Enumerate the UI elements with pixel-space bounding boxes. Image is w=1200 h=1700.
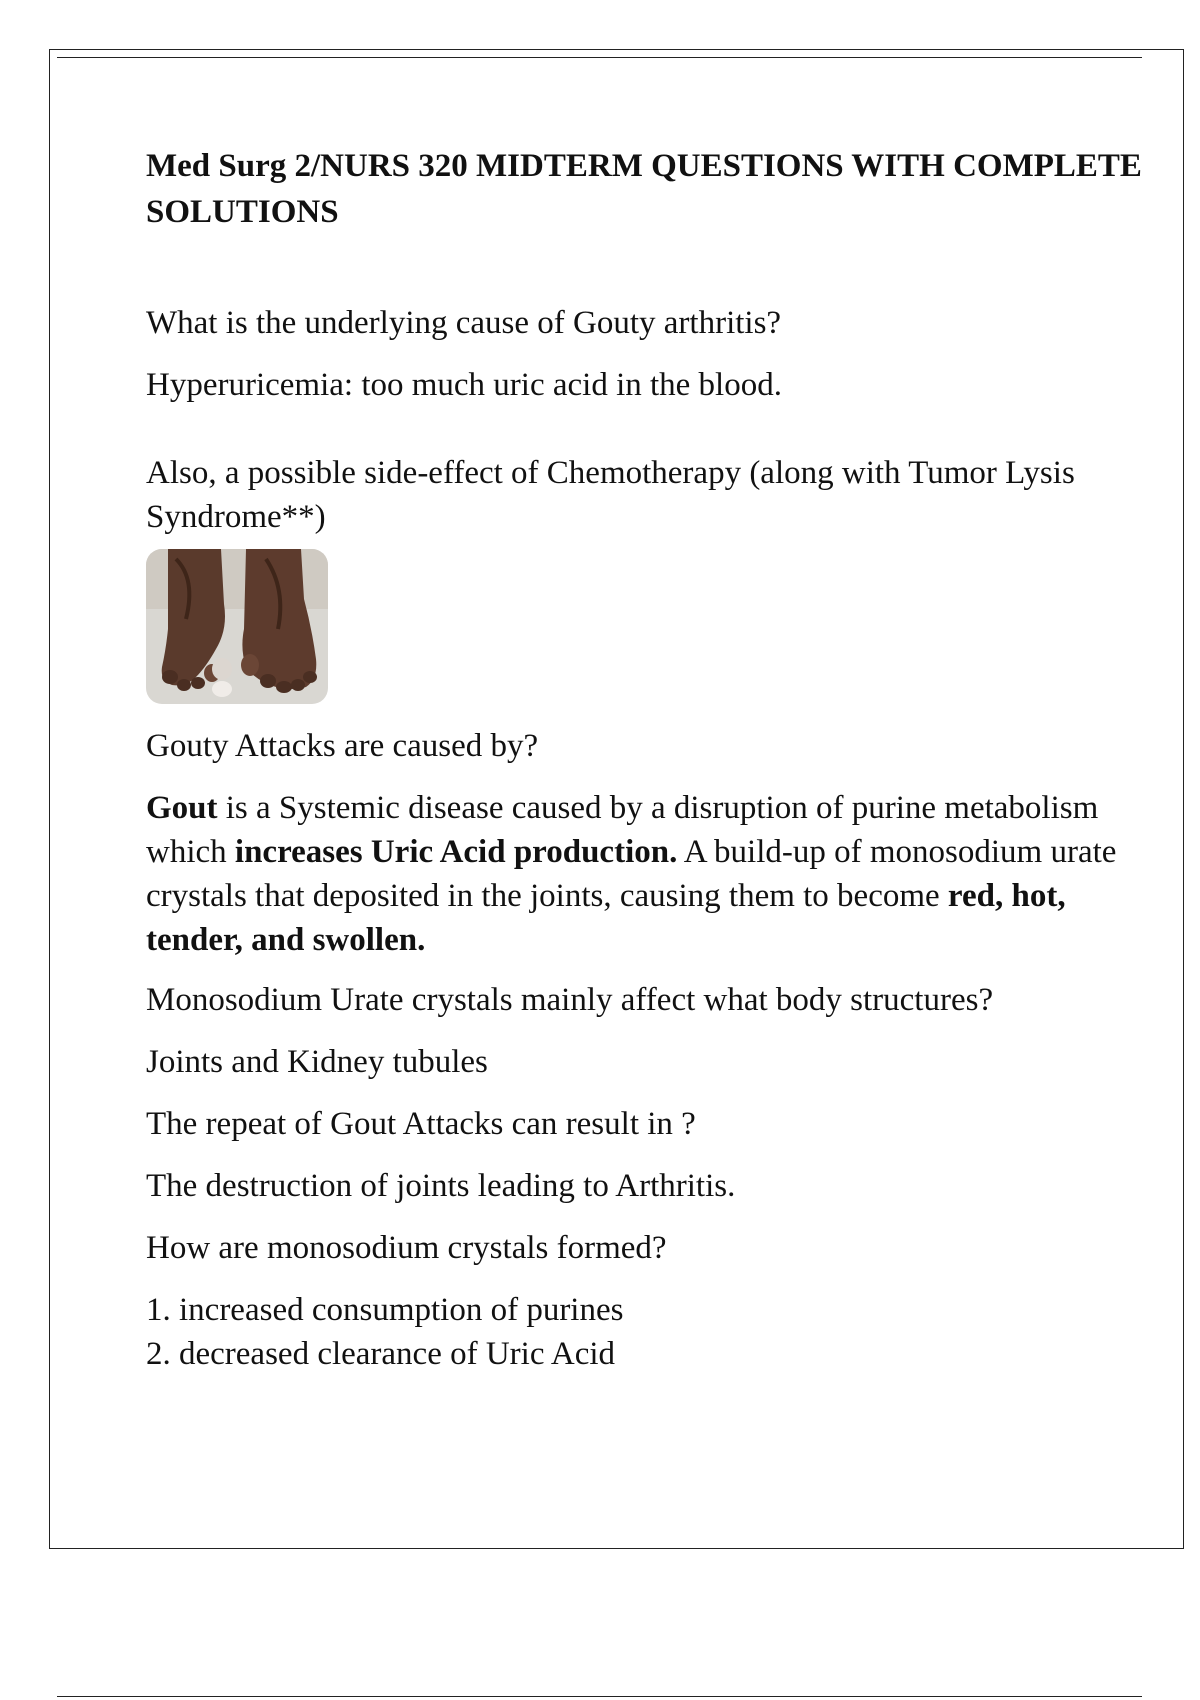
- gout-feet-image: [146, 549, 328, 704]
- question-5: How are monosodium crystals formed?: [146, 1230, 667, 1266]
- answer-2-text-cont: A build-up of monosodium urate crystals that deposited in the joints, causing them to become: [146, 834, 1117, 914]
- question-3: Monosodium Urate crystals mainly affect what body structures?: [146, 982, 994, 1018]
- answer-5: [146, 1288, 1146, 1376]
- footer-rule: [57, 1696, 1142, 1697]
- answer-2-bold-effect: increases Uric Acid production.: [234, 834, 678, 870]
- question-1: What is the underlying cause of Gouty arthritis?: [146, 305, 782, 341]
- document-body: [146, 143, 1146, 1376]
- document-title: Med Surg 2/NURS 320 MIDTERM QUESTIONS WITH COMPLETE SOLUTIONS: [146, 148, 1142, 230]
- header-rule: [57, 57, 1142, 58]
- question-2: Gouty Attacks are caused by?: [146, 728, 539, 764]
- answer-1-extra: Also, a possible side-effect of Chemotherapy (along with Tumor Lysis Syndrome**): [146, 455, 1075, 535]
- answer-2-text: is a Systemic disease caused by a disruption of purine metabolism which: [146, 790, 1099, 870]
- answer-5-line-1: 1. increased consumption of purines: [146, 1292, 624, 1328]
- answer-1: Hyperuricemia: too much uric acid in the blood.: [146, 367, 782, 403]
- answer-4: The destruction of joints leading to Arthritis.: [146, 1168, 736, 1204]
- answer-2-bold-term: Gout: [146, 790, 218, 826]
- answer-3: Joints and Kidney tubules: [146, 1044, 488, 1080]
- question-4: The repeat of Gout Attacks can result in ?: [146, 1106, 696, 1142]
- answer-2: [146, 786, 1146, 962]
- answer-5-line-2: 2. decreased clearance of Uric Acid: [146, 1336, 616, 1372]
- answer-2-bold-symptoms: red, hot, tender, and swollen.: [146, 878, 1066, 958]
